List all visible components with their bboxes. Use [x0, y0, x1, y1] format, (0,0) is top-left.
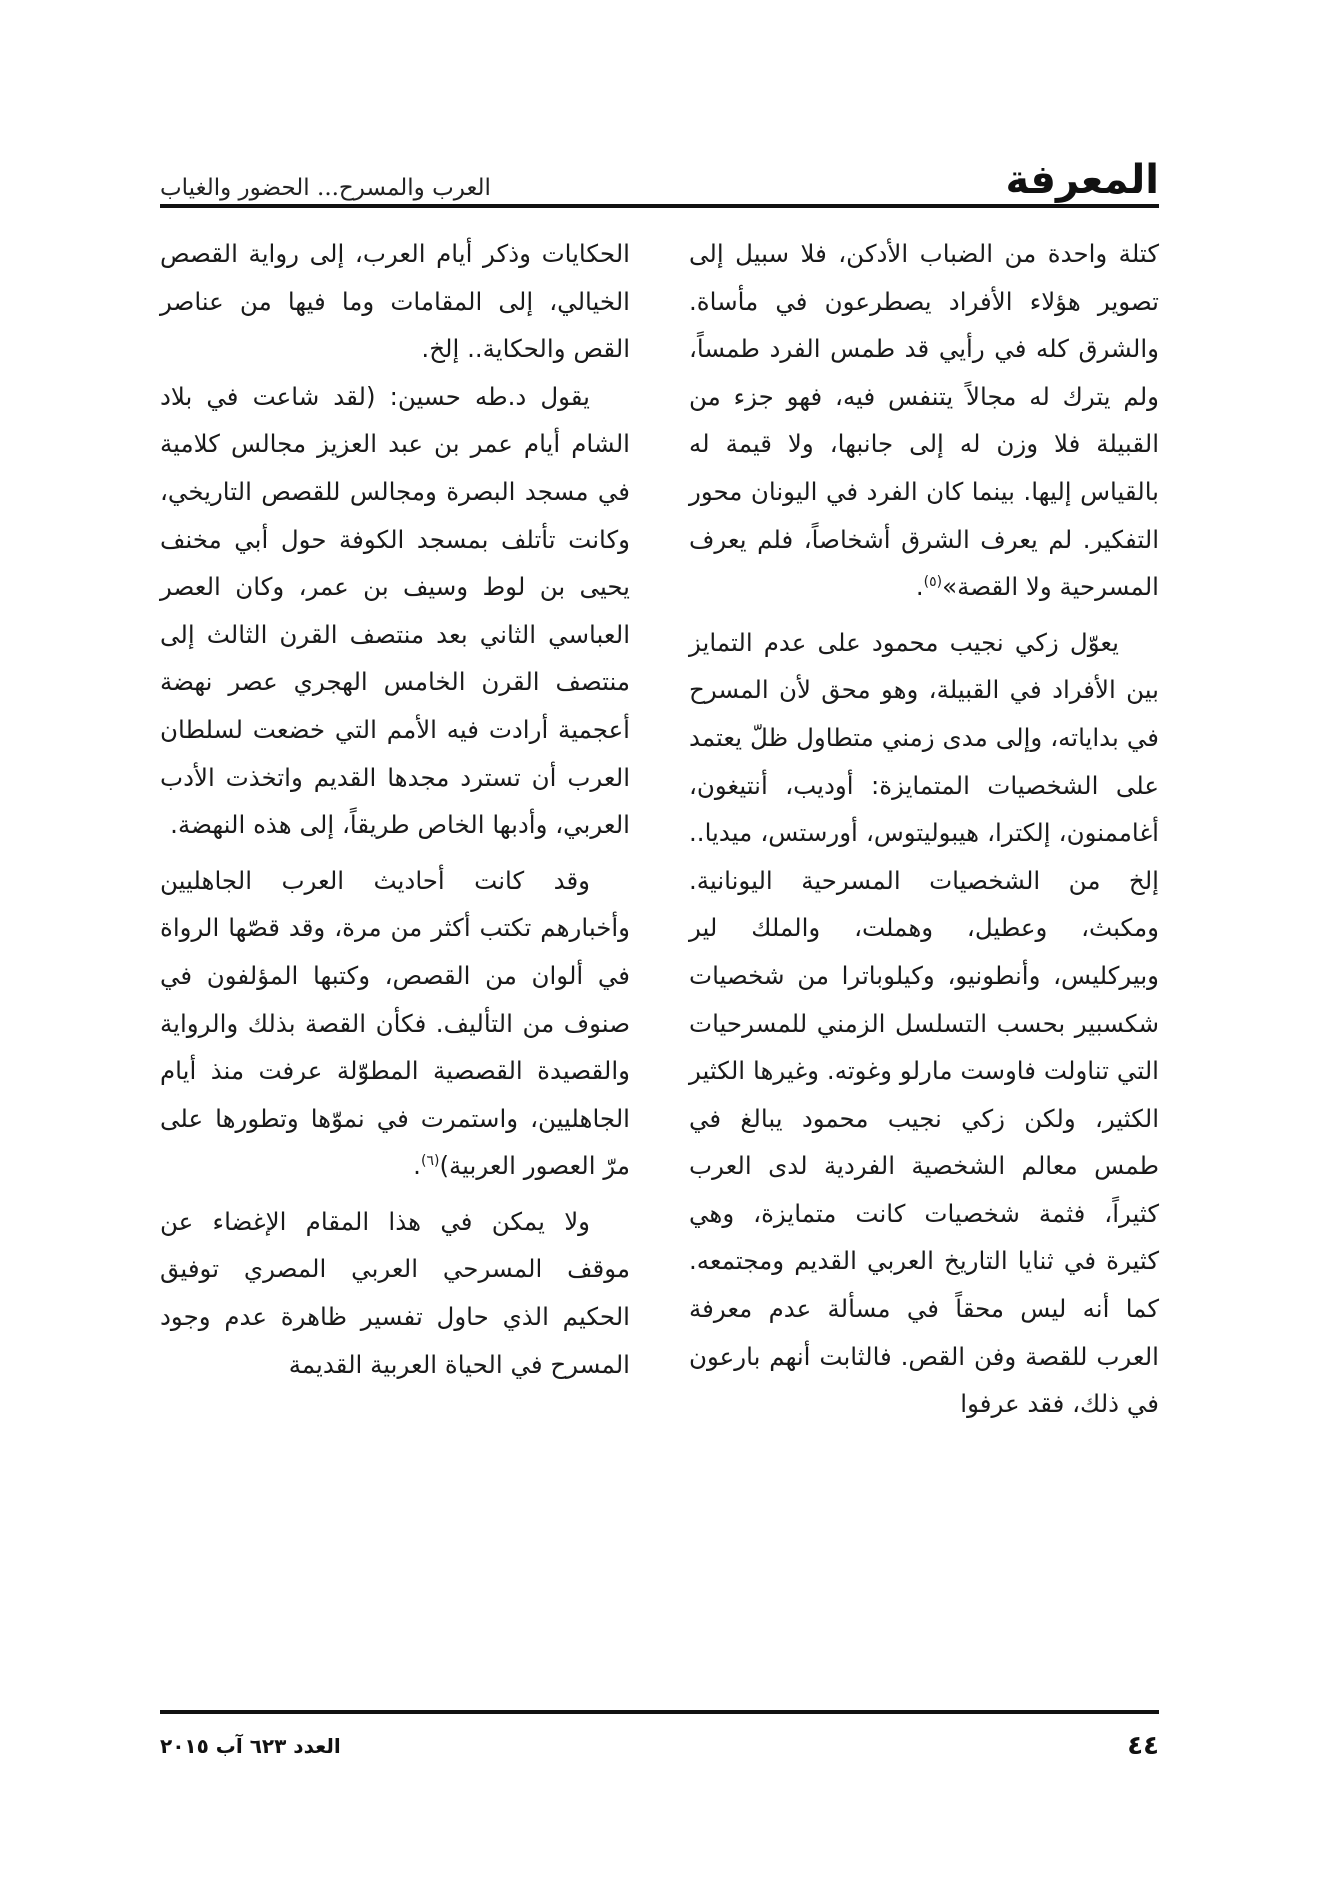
sentence-end: . — [915, 572, 924, 602]
header-rule — [160, 204, 1159, 208]
footer-rule — [160, 1710, 1159, 1714]
right-column — [689, 230, 1159, 1428]
page-header — [160, 145, 1159, 203]
footnote-ref-6: (٦) — [420, 1153, 440, 1170]
magazine-logo: المعرفة — [1005, 157, 1159, 203]
left-column — [160, 230, 630, 1388]
paragraph: يقول د.طه حسين: (لقد شاعت في بلاد الشام أيام عمر بن عبد العزيز مجالس كلامية في مسجد البصرة ومجالس للقصص التاريخي، وكانت تأتلف بمسجد الكوفة حول أبي مخنف يحيى بن لوط وسيف بن عمر، وكان العصر العباسي الثاني بعد منتصف القرن الثالث إلى منتصف القرن الخامس الهجري عصر نهضة أعجمية أرادت فيه الأمم التي خضعت لسلطان العرب أن تسترد مجدها القديم واتخذت الأدب العربي، وأدبها الخاص طريقاً، إلى هذه النهضة. — [160, 381, 630, 840]
paragraph-text: وقد كانت أحاديث العرب الجاهليين وأخبارهم تكتب أكثر من مرة، وقد قصّها الرواة في ألوان من القصص، وكتبها المؤلفون في صنوف من التأليف. فكأن القصة بذلك والرواية والقصيدة القصصية المطوّلة عرفت منذ أيام الجاهليين، واستمرت في نموّها وتطورها على مرّ العصور العربية) — [160, 865, 630, 1181]
page-number: ٤٤ — [1127, 1731, 1159, 1761]
paragraph — [160, 857, 630, 1190]
running-title: العرب والمسرح... الحضور والغياب — [160, 175, 491, 201]
paragraph: الحكايات وذكر أيام العرب، إلى رواية القصص الخيالي، إلى المقامات وما فيها من عناصر القص والحكاية.. إلخ. — [160, 239, 630, 364]
paragraph-text: كتلة واحدة من الضباب الأدكن، فلا سبيل إلى تصوير هؤلاء الأفراد يصطرعون في مأساة. والشرق كله في رأيي قد طمس الفرد طمساً، ولم يترك له مجالاً يتنفس فيه، فهو جزء من القبيلة فلا وزن له إلى جانبها، ولا قيمة له بالقياس إليها. بينما كان الفرد في اليونان محور التفكير. لم يعرف الشرق أشخاصاً، فلم يعرف المسرحية ولا القصة» — [689, 239, 1159, 602]
paragraph — [689, 230, 1159, 611]
sentence-end: . — [413, 1151, 421, 1181]
paragraph: ولا يمكن في هذا المقام الإغضاء عن موقف المسرحي العربي المصري توفيق الحكيم الذي حاول تفسير ظاهرة عدم وجود المسرح في الحياة العربية القديمة — [160, 1206, 630, 1379]
page-footer — [160, 1726, 1159, 1766]
footnote-ref-5: (٥) — [923, 574, 943, 590]
issue-info: العدد ٦٢٣ آب ٢٠١٥ — [160, 1734, 341, 1758]
paragraph: يعوّل زكي نجيب محمود على عدم التمايز بين الأفراد في القبيلة، وهو محق لأن المسرح في بداياته، وإلى مدى زمني متطاول ظلّ يعتمد على الشخصيات المتمايزة: أوديب، أنتيغون، أغاممنون، إلكترا، هيبوليتوس، أورستس، ميديا.. إلخ من الشخصيات المسرحية اليونانية. ومكبث، وعطيل، وهملت، والملك لير وبيركليس، وأنطونيو، وكيلوباترا من شخصيات شكسبير بحسب التسلسل الزمني للمسرحيات التي تناولت فاوست مارلو وغوته. وغيرها الكثير الكثير، ولكن زكي نجيب محمود يبالغ في طمس معالم الشخصية الفردية لدى العرب كثيراً، فثمة شخصيات كانت متمايزة، وهي كثيرة في ثنايا التاريخ العربي القديم ومجتمعه. كما أنه ليس محقاً في مسألة عدم معرفة العرب للقصة وفن القص. فالثابت أنهم بارعون في ذلك، فقد عرفوا — [689, 627, 1159, 1419]
